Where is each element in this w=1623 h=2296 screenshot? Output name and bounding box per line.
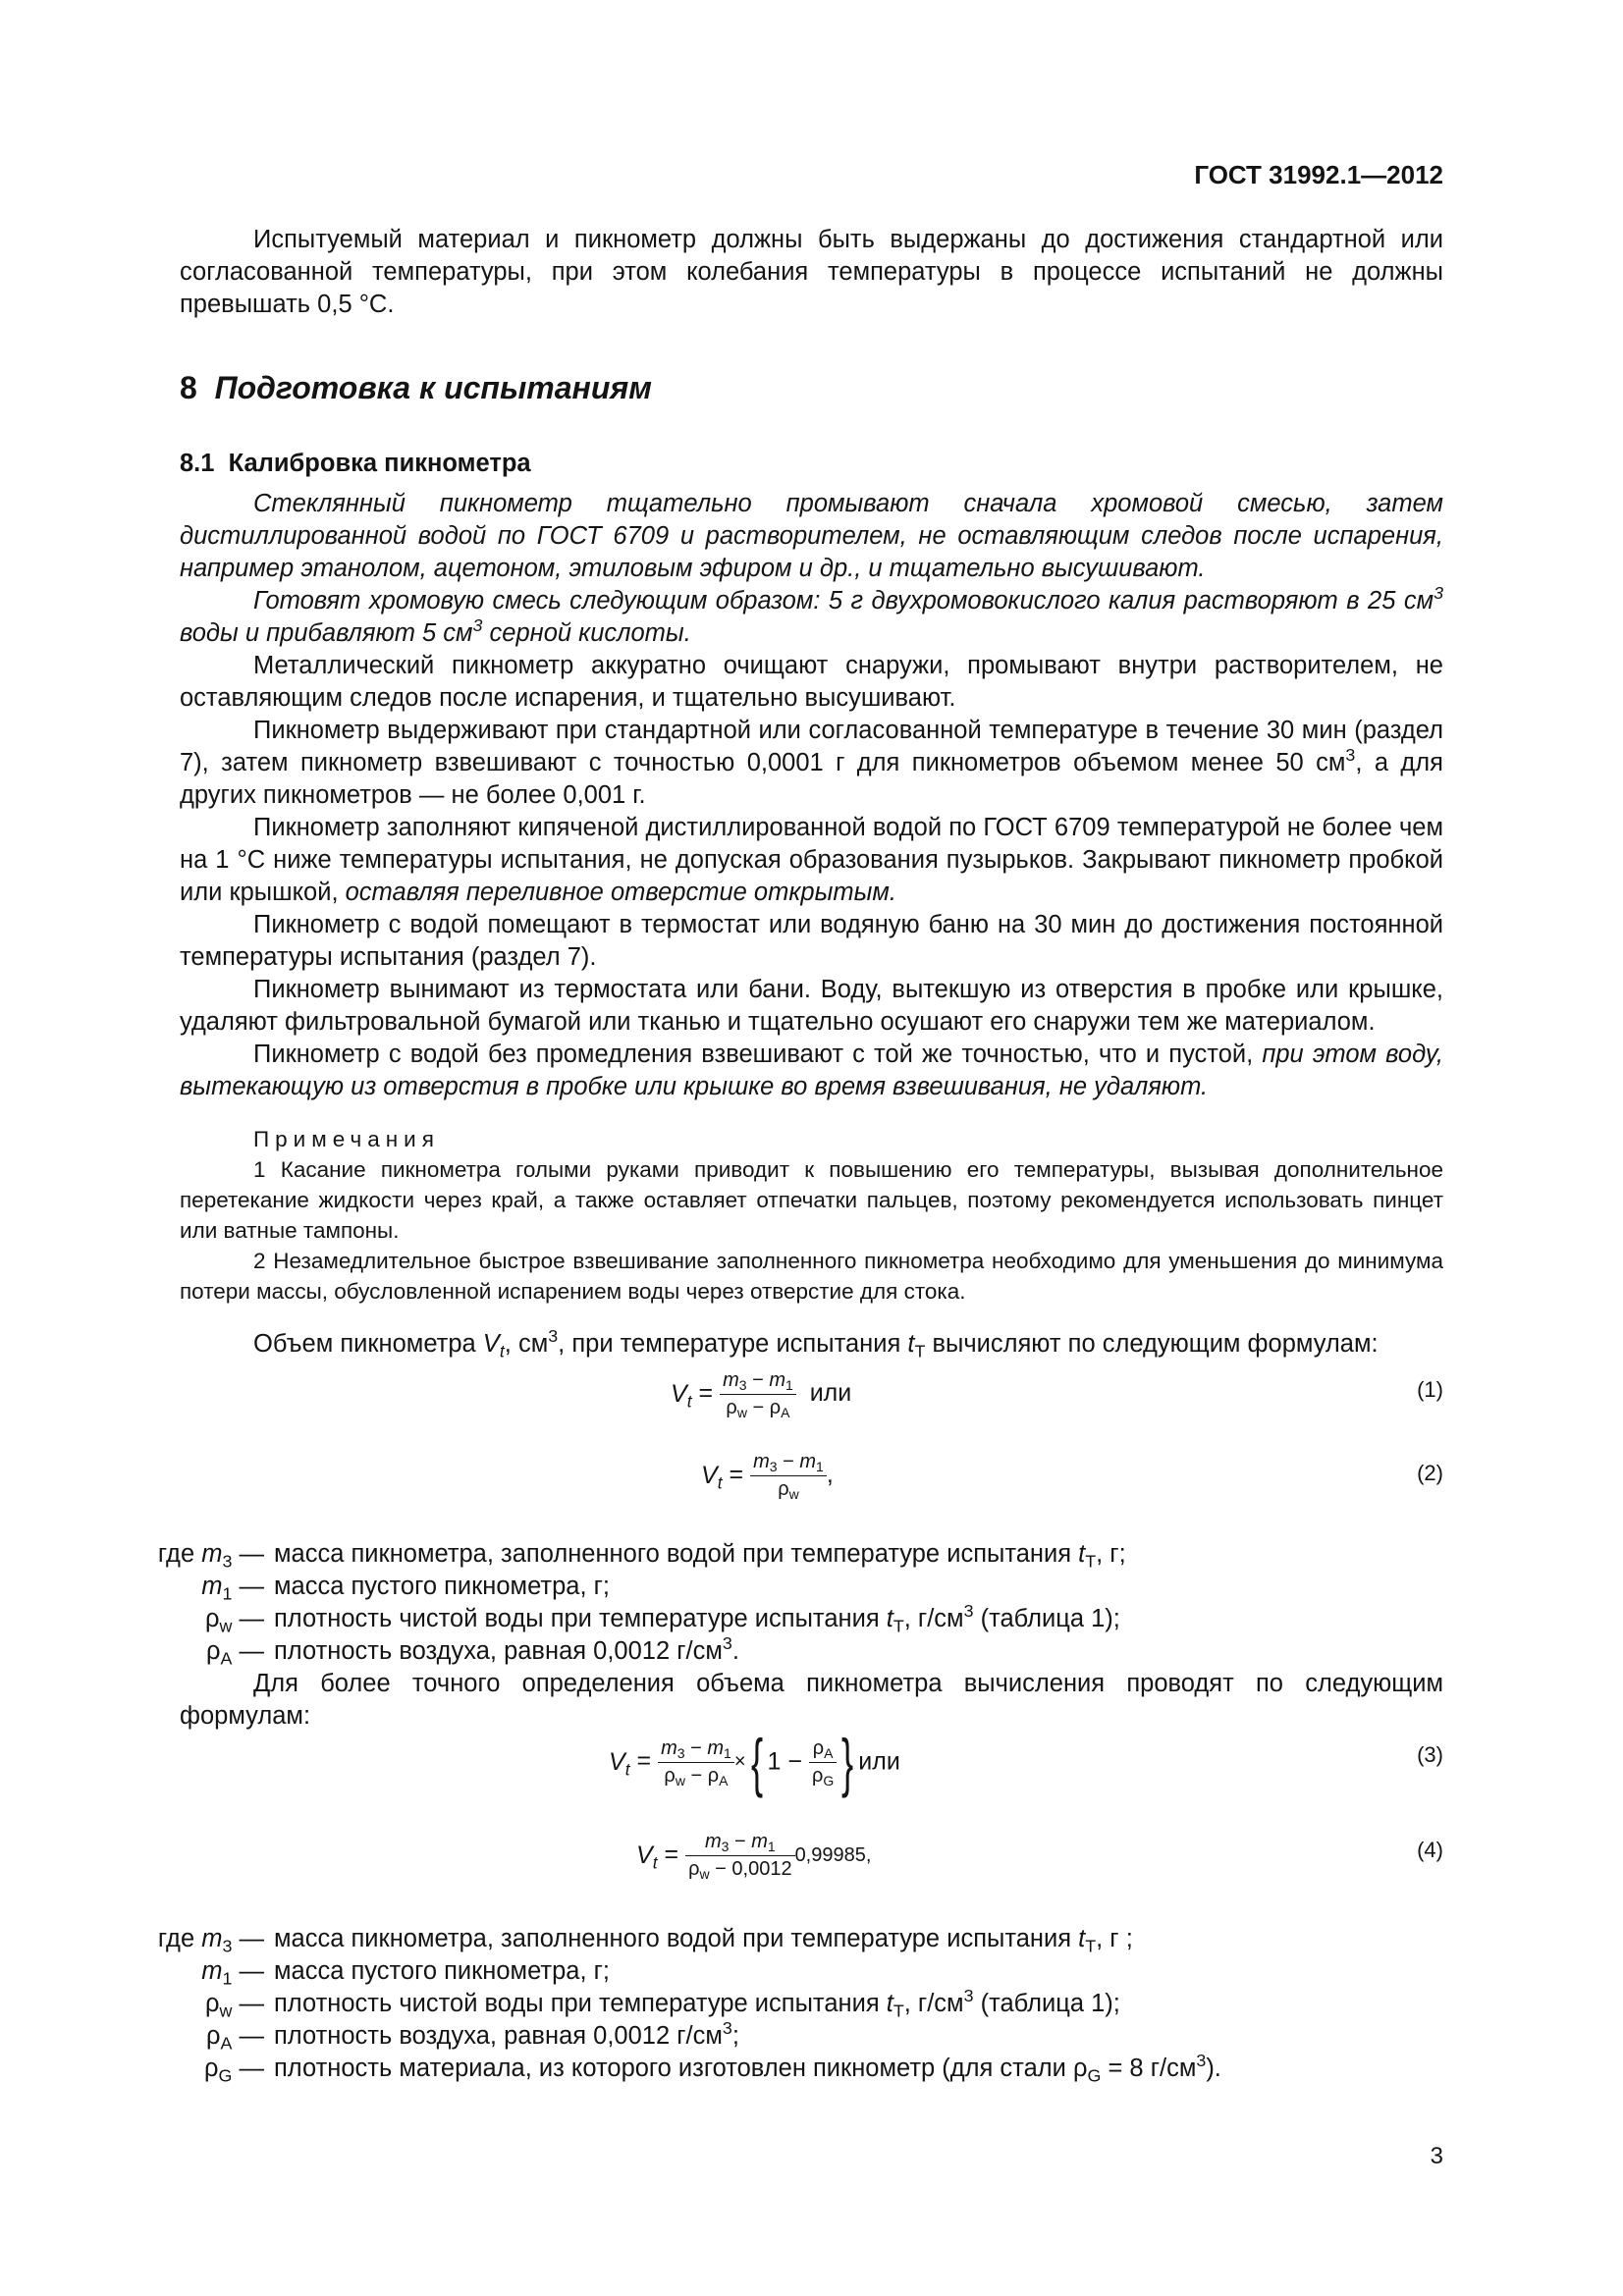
paragraph-6: Пикнометр с водой помещают в термостат или водяную баню на 30 мин до достижения постоянной температуры испытания (раздел 7). [180,911,1443,971]
equation-3: $V_t$ = $\frac{m_3 - m_1}{\rho_w - \rho_A}$ ×{ 1 − $\frac{\rho_A}{\rho_G}$ } или [609,1726,900,1798]
intro-text: Испытуемый материал и пикнометр должны быть выдержаны до достижения стандартной или согласованной температуры, при этом колебания температуры в процессе испытаний не должны превышать 0,5 °С. [180,226,1443,318]
subsection-number: 8.1 [180,450,215,477]
paragraph-8: Пикнометр с водой без промедления взвешивают с той же точностью, что и пустой, при этом воду, вытекающую из отверстия в пробке или крышке во время взвешивания, не удаляют. [180,1041,1444,1100]
paragraph-4: Пикнометр выдерживают при стандартной или согласованной температуре в течение 30 мин (раздел 7), затем пикнометр взвешивают с точностью 0,0001 г для пикнометров объемом менее 50 $см^3$, а для других пикнометров — не более 0,001 г. [180,717,1443,809]
equation-1: $V_t$ = $\frac{m_3 - m_1}{\rho_w - \rho_A}$ или [671,1369,852,1421]
equation-3-number: (3) [1417,1742,1443,1767]
notes-block [180,1124,1443,1307]
paragraph-7: Пикнометр вынимают из термостата или бани. Воду, вытекшую из отверстия в пробке или крышке, удаляют фильтровальной бумагой или тканью и тщательно осушают его снаружи тем же материалом. [180,976,1443,1036]
subsection-title: Калибровка пикнометра [228,450,531,477]
section-heading [180,370,652,406]
paragraph-2: Готовят хромовую смесь следующим образом: 5 г двухромовокислого калия растворяют в 25 $см^3$ воды и прибавляют 5 $см^3$ серной кислоты. [180,583,1443,647]
note-2: 2 Незамедлительное быстрое взвешивание заполненного пикнометра необходимо для уменьшения до минимума потери массы, обусловленной испарением воды через отверстие для стока. [180,1249,1443,1304]
note-1: 1 Касание пикнометра голыми руками приводит к повышению его температуры, вызывая дополнительное перетекание жидкости через край, а также оставляет отпечатки пальцев, поэтому рекомендуется использовать пинцет или ватные тампоны. [180,1157,1443,1243]
document-code: ГОСТ 31992.1—2012 [1194,160,1443,189]
formula-intro: Объем пикнометра $V_t$, $см^3$, при температуре испытания $t_Т$ вычисляют по следующим формулам: [253,1326,1379,1362]
equation-2: $V_t$ = $\frac{m_3 - m_1}{\rho_w}$ , [701,1451,834,1503]
equation-2-number: (2) [1417,1461,1443,1485]
definitions-2: где $m_3$ — масса пикнометра, заполненного водой при температуре испытания $t_Т$, г ; $m_1$ — масса пустого пикнометра, г; $\rho_w$ — плотность чистой воды при температуре испытания $t_Т$, $г/см^3$ (таблица 1); $\rho_A$ — плотность воздуха, равная 0,0012 $г/см^3$; $\rho_G$ — плотность материала, из которого изготовлен пикнометр (для стали $\rho_G = 8$ $г/см^3$). [157,1925,1221,2086]
paragraph-5: Пикнометр заполняют кипяченой дистиллированной водой по ГОСТ 6709 температурой не более чем на 1 °С ниже температуры испытания, не допуская образования пузырьков. Закрывают пикнометр пробкой или крышкой, оставляя переливное отверстие открытым. [180,814,1443,906]
paragraph-1: Стеклянный пикнометр тщательно промывают сначала хромовой смесью, затем дистиллированной водой по ГОСТ 6709 и растворителем, не оставляющим следов после испарения, например этанолом, ацетоном, этиловым эфиром и др., и тщательно высушивают. [180,490,1443,582]
page-number: 3 [1430,2143,1443,2169]
equation-4-number: (4) [1417,1838,1443,1862]
notes-heading: Примечания [253,1127,440,1151]
intro-paragraph [180,224,1443,321]
section-number: 8 [180,370,197,405]
precise-intro: Для более точного определения объема пикнометра вычисления проводят по следующим формулам: [180,1670,1443,1730]
calibration-body [180,488,1443,1103]
equation-4: $V_t$ = $\frac{m_3 - m_1}{\rho_w - 0,0012}$ 0,99985, [636,1831,872,1883]
paragraph-3: Металлический пикнометр аккуратно очищают снаружи, промывают внутри растворителем, не оставляющим следов после испарения, и тщательно высушивают. [180,652,1443,712]
subsection-heading [180,450,531,478]
definitions-1: где $m_3$ — масса пикнометра, заполненного водой при температуре испытания $t_Т$, г; $m_1$ — масса пустого пикнометра, г; $\rho_w$ — плотность чистой воды при температуре испытания $t_Т$, $г/см^3$ (таблица 1); $\rho_A$ — плотность воздуха, равная 0,0012 $г/см^3$. [157,1540,1126,1669]
equation-1-number: (1) [1417,1377,1443,1402]
section-title: Подготовка к испытаниям [214,370,652,405]
